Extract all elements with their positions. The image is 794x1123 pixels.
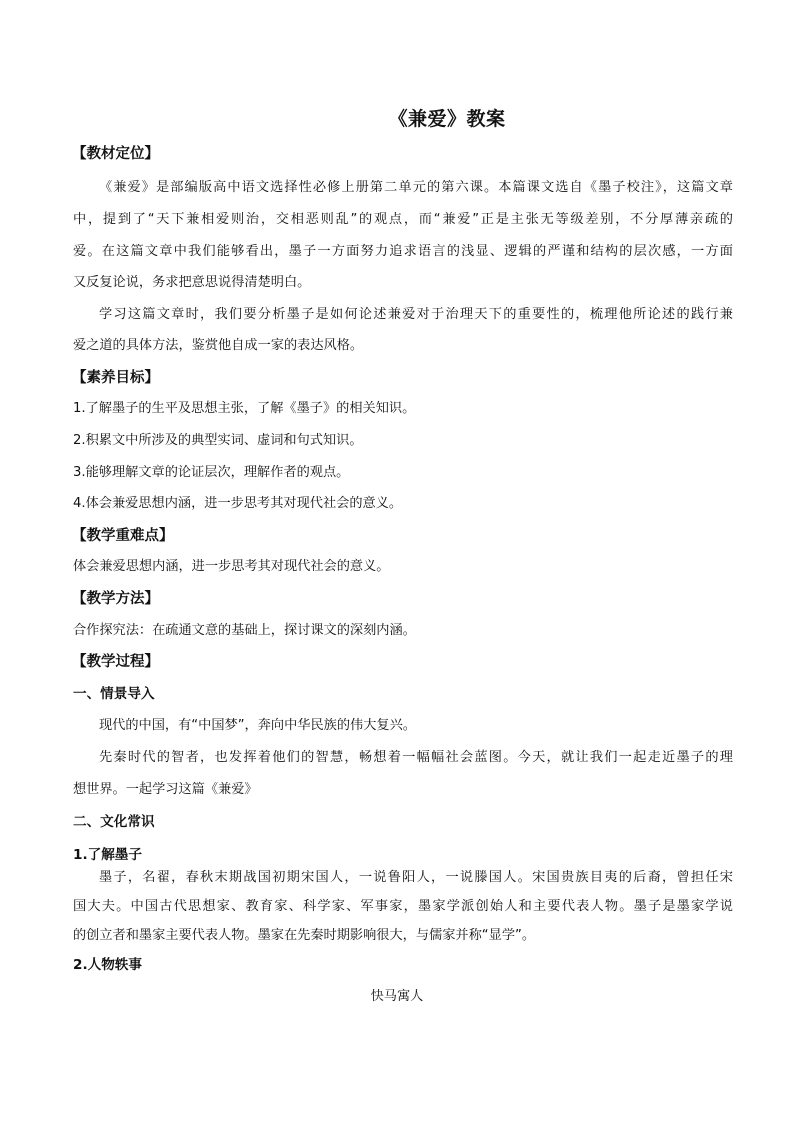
section-heading-keypoints: 【教学重难点】 — [72, 528, 174, 544]
methods-text: 合作探究法：在疏通文意的基础上，探讨课文的深刻内涵。 — [73, 623, 416, 638]
section-heading-positioning: 【教材定位】 — [72, 146, 159, 162]
goal-item: 4.体会兼爱思想内涵，进一步思考其对现代社会的意义。 — [73, 496, 403, 511]
paragraph-line: 先秦时代的智者，也发挥着他们的智慧，畅想着一幅幅社会蓝图。今天，就让我们一起走近墨子的理 — [99, 750, 733, 765]
paragraph-line: 现代的中国，有“中国梦”，奔向中华民族的伟大复兴。 — [99, 718, 416, 733]
keypoints-text: 体会兼爱思想内涵，进一步思考其对现代社会的意义。 — [73, 559, 390, 574]
paragraph-line: 国大夫。中国古代思想家、教育家、科学家、军事家，墨家学派创始人和主要代表人物。墨子是墨家学说 — [73, 899, 733, 914]
story-title: 快马寓人 — [370, 989, 424, 1004]
paragraph-line: 学习这篇文章时，我们要分析墨子是如何论述兼爱对于治理天下的重要性的，梳理他所论述的践行兼 — [99, 307, 733, 322]
paragraph-line: 墨子，名翟，春秋末期战国初期宋国人，一说鲁阳人，一说滕国人。宋国贵族目夷的后裔，曾担任宋 — [99, 870, 733, 885]
subheading-anecdotes: 2.人物轶事 — [73, 957, 142, 973]
goal-item: 1.了解墨子的生平及思想主张，了解《墨子》的相关知识。 — [73, 401, 416, 416]
paragraph-line: 的创立者和墨家主要代表人物。墨家在先秦时期影响很大，与儒家并称“显学”。 — [73, 928, 536, 943]
section-heading-process: 【教学过程】 — [72, 654, 159, 670]
goal-item: 3.能够理解文章的论证层次，理解作者的观点。 — [73, 465, 350, 480]
paragraph-line: 《兼爱》是部编版高中语文选择性必修上册第二单元的第六课。本篇课文选自《墨子校注》，这篇文章 — [99, 180, 733, 195]
section-heading-goals: 【素养目标】 — [72, 370, 159, 386]
subheading-culture: 二、文化常识 — [73, 814, 155, 830]
section-heading-methods: 【教学方法】 — [72, 591, 159, 607]
document-title: 《兼爱》教案 — [388, 108, 506, 130]
goal-item: 2.积累文中所涉及的典型实词、虚词和句式知识。 — [73, 433, 363, 448]
paragraph-line: 中，提到了“天下兼相爱则治，交相恶则乱”的观点，而“兼爱”正是主张无等级差别，不分厚薄亲疏的 — [73, 212, 733, 227]
paragraph-line: 又反复论说，务求把意思说得清楚明白。 — [73, 275, 311, 290]
paragraph-line: 爱之道的具体方法，鉴赏他自成一家的表达风格。 — [73, 338, 364, 353]
paragraph-line: 想世界。一起学习这篇《兼爱》 — [73, 782, 258, 797]
paragraph-line: 爱。在这篇文章中我们能够看出，墨子一方面努力追求语言的浅显、逻辑的严谨和结构的层次感，一方面 — [73, 244, 733, 259]
subheading-intro: 一、情景导入 — [73, 686, 155, 702]
subheading-about-mozi: 1.了解墨子 — [73, 847, 142, 863]
